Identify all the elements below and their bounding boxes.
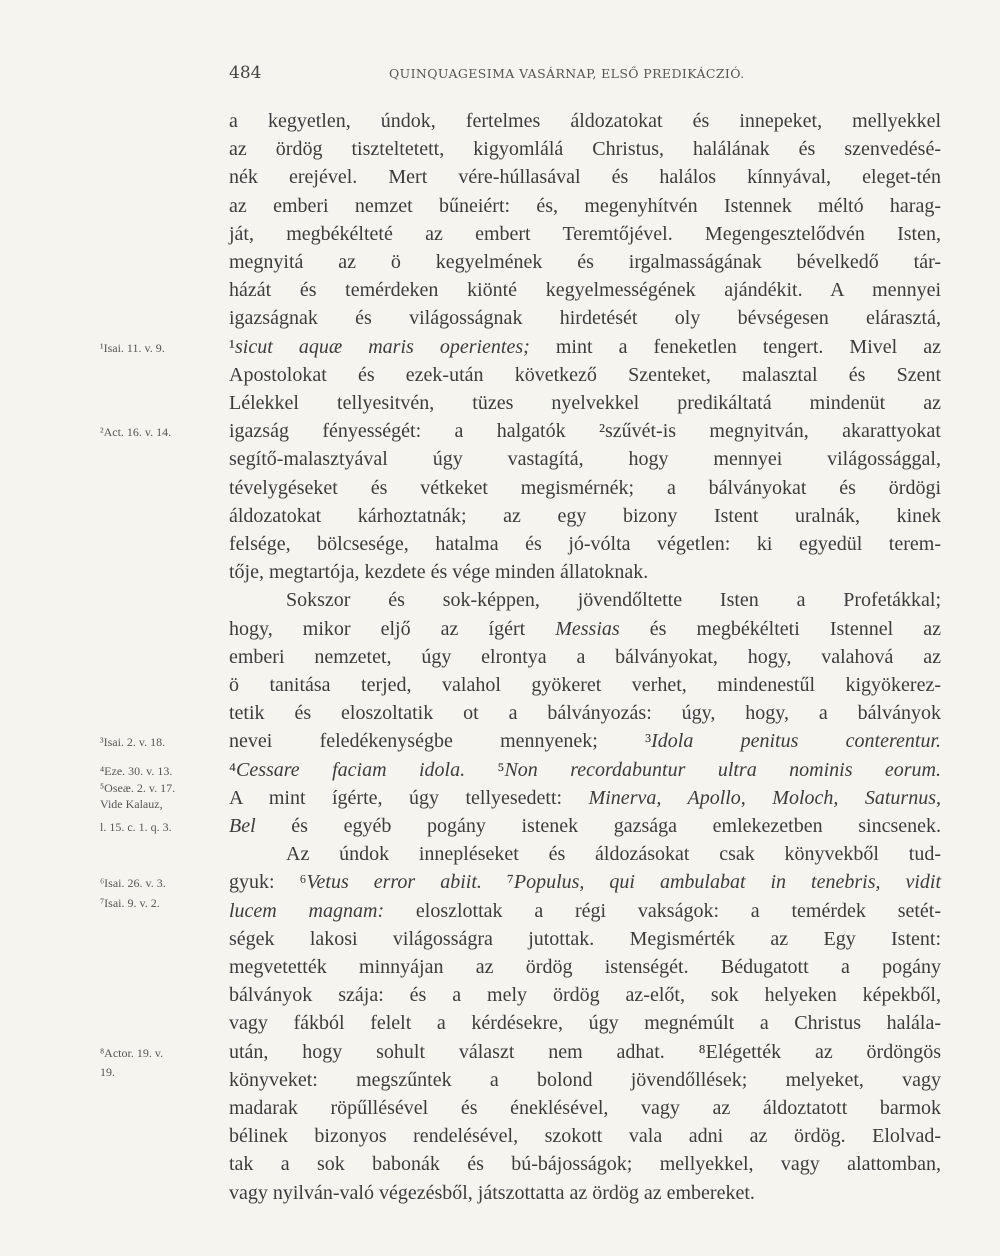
text-span: eloszlottak a régi vakságok: a temérdek setét-: [384, 899, 941, 922]
text-line: [229, 361, 941, 389]
text-line: [229, 333, 941, 361]
italic-latin-text: sicut aquæ maris operientes;: [235, 335, 530, 358]
text-line: [229, 1094, 941, 1122]
text-line: [229, 163, 941, 191]
text-line: [229, 897, 941, 925]
italic-latin-text: Bel: [229, 815, 256, 837]
text-span: az emberi nemzet bűneiért: és, megenyhítvén Istennek méltó harag-: [229, 194, 941, 217]
text-span: igazság fényességét: a halgatók ²szűvét-is megnyitván, akarattyokat: [229, 420, 941, 443]
text-span: házát és temérdeken kiönté kegyelmességének ajándékit. A mennyei: [229, 279, 941, 302]
italic-latin-text: Cessare faciam idola.: [235, 758, 466, 781]
italic-latin-text: Messias: [555, 617, 620, 640]
text-line: [229, 868, 941, 896]
text-line: [229, 1179, 941, 1207]
text-line: [229, 558, 941, 586]
text-span: az ördög tiszteltetett, kigyomlálá Christus, halálának és szenvedésé-: [229, 138, 941, 161]
text-span: tévelygéseket és vétkeket megismérnék; a bálványokat és ördögi: [229, 476, 941, 499]
text-span: ⁴: [229, 758, 236, 781]
text-line: [229, 953, 941, 981]
italic-latin-text: Vetus error abiit.: [306, 871, 482, 894]
text-span: Sokszor és sok-képpen, jövendőltette Isten a Profetákkal;: [286, 589, 941, 612]
text-span: vagy fákból felelt a kérdésekre, úgy megnémúlt a Christus halála-: [229, 1012, 941, 1035]
text-span: után, hogy sohult választ nem adhat. ⁸Elégették az ördöngös: [229, 1040, 941, 1063]
margin-reference: ⁵Oseæ. 2. v. 17.: [100, 780, 176, 795]
text-span: tetik és eloszoltatik ot a bálványozás: úgy, hogy, a bálványok: [229, 702, 941, 725]
text-span: és megbékélteti Istennel az: [619, 617, 941, 640]
text-span: tője, megtartója, kezdete és vége minden állatoknak.: [229, 561, 649, 584]
italic-latin-text: Populus, qui ambulabat in tenebris, vidit: [513, 871, 942, 894]
text-line: [229, 1150, 941, 1178]
text-line: [229, 1066, 941, 1094]
text-span: felsége, bölcsesége, hatalma és jó-vólta végetlen: ki egyedül terem-: [229, 533, 941, 555]
text-line: [229, 925, 941, 953]
italic-latin-text: lucem magnam:: [229, 899, 385, 922]
text-span: Apostolokat és ezek-után következő Szenteket, malasztal és Szent: [229, 363, 941, 386]
italic-latin-text: Idola penitus conterentur.: [651, 730, 942, 753]
margin-reference: ³Isai. 2. v. 18.: [100, 735, 166, 750]
margin-reference: ⁸Actor. 19. v.: [100, 1045, 164, 1060]
text-span: A mint ígérte, úgy tellyesedett:: [229, 786, 589, 809]
margin-reference: ⁴Eze. 30. v. 13.: [100, 763, 173, 778]
text-line: [229, 699, 941, 727]
text-line: [229, 135, 941, 163]
text-span: nék erejével. Mert vére-húllasával és halálos kínnyával, eleget-tén: [229, 166, 941, 189]
text-line: [229, 615, 941, 643]
italic-latin-text: Non recordabuntur ultra nominis eorum.: [504, 758, 941, 781]
text-span: igazságnak és világosságnak hirdetését oly bévségesen elárasztá,: [229, 307, 941, 330]
text-line: [229, 192, 941, 220]
text-span: nevei feledékenységbe mennyenek; ³: [229, 730, 652, 753]
text-span: segítő-malasztyával úgy vastagítá, hogy mennyei világossággal,: [229, 448, 941, 471]
text-span: bélinek bizonyos rendelésével, szokott vala adni az ördög. Elolvad-: [229, 1125, 941, 1148]
text-span: ségek lakosi világosságra jutottak. Megismérték az Egy Istent:: [229, 927, 941, 950]
text-line: [229, 1009, 941, 1037]
text-line: [229, 643, 941, 671]
text-line: [229, 304, 941, 332]
text-span: megnyitá az ö kegyelmének és irgalmasságának bévelkedő tár-: [229, 251, 941, 273]
text-span: ⁵: [465, 758, 505, 781]
text-line: [229, 1038, 941, 1066]
text-span: bálványok szája: és a mely ördög az-előt, sok helyeken képekből,: [229, 984, 941, 1007]
text-line: [229, 586, 941, 614]
running-head: QUINQUAGESIMA VASÁRNAP, ELSŐ PREDIKÁCZIÓ.: [389, 66, 745, 81]
text-span: Az úndok innepléseket és áldozásokat csak könyvekből tud-: [286, 843, 941, 866]
text-line: [229, 981, 941, 1009]
text-span: a kegyetlen, úndok, fertelmes áldozatokat és innepeket, mellyekkel: [229, 110, 941, 132]
text-span: tak a sok babonák és bú-bájosságok; mellyekkel, vagy alattomban,: [229, 1153, 941, 1176]
text-span: ¹: [229, 335, 235, 358]
text-span: madarak röpűllésével és éneklésével, vagy az áldoztatott barmok: [229, 1097, 941, 1119]
margin-reference: 19.: [100, 1065, 115, 1080]
text-line: [229, 248, 941, 276]
text-line: [229, 417, 941, 445]
text-line: [229, 276, 941, 304]
text-line: [229, 107, 941, 135]
page-number: 484: [229, 63, 262, 83]
text-line: [229, 840, 941, 868]
text-line: [229, 389, 941, 417]
text-span: gyuk: ⁶: [229, 871, 307, 894]
text-line: [229, 727, 941, 755]
page-header: [229, 63, 941, 87]
text-span: emberi nemzetet, úgy elrontya a bálványokat, hogy, valahová az: [229, 645, 941, 668]
text-span: Lélekkel tellyesitvén, tüzes nyelvekkel predikáltatá mindenüt az: [229, 392, 941, 414]
margin-reference: ⁷Isai. 9. v. 2.: [100, 896, 160, 911]
text-span: ⁷: [481, 871, 514, 894]
margin-reference: ⁶Isai. 26. v. 3.: [100, 876, 166, 891]
italic-latin-text: Minerva, Apollo, Moloch, Saturnus,: [588, 786, 941, 809]
text-line: [229, 812, 941, 840]
text-span: ö tanitása terjed, valahol gyökeret verhet, mindenestűl kigyökerez-: [229, 674, 941, 696]
margin-reference: Vide Kalauz,: [100, 797, 163, 812]
text-line: [229, 1122, 941, 1150]
margin-reference: ²Act. 16. v. 14.: [100, 425, 172, 440]
text-line: [229, 220, 941, 248]
text-span: hogy, mikor eljő az ígért: [229, 617, 556, 640]
text-line: [229, 502, 941, 530]
text-span: és egyéb pogány istenek gazsága emlekezetben sincsenek.: [255, 815, 941, 837]
margin-reference: ¹Isai. 11. v. 9.: [100, 340, 165, 355]
text-span: megvetették minnyájan az ördög istenségét. Bédugatott a pogány: [229, 956, 941, 978]
text-line: [229, 756, 941, 784]
margin-reference: l. 15. c. 1. q. 3.: [100, 820, 172, 834]
text-line: [229, 530, 941, 558]
text-line: [229, 671, 941, 699]
text-span: mint a feneketlen tengert. Mivel az: [529, 335, 941, 358]
text-span: áldozatokat kárhoztatnák; az egy bizony Istent uralnák, kinek: [229, 504, 941, 527]
text-span: ját, megbékélteté az embert Teremtőjével. Megengesztelődvén Isten,: [229, 222, 941, 245]
text-line: [229, 474, 941, 502]
text-line: [229, 445, 941, 473]
text-span: vagy nyilván-való végezésből, játszottatta az ördög az embereket.: [229, 1181, 755, 1204]
text-span: könyveket: megszűntek a bolond jövendőllések; melyeket, vagy: [229, 1068, 941, 1091]
text-line: [229, 784, 941, 812]
